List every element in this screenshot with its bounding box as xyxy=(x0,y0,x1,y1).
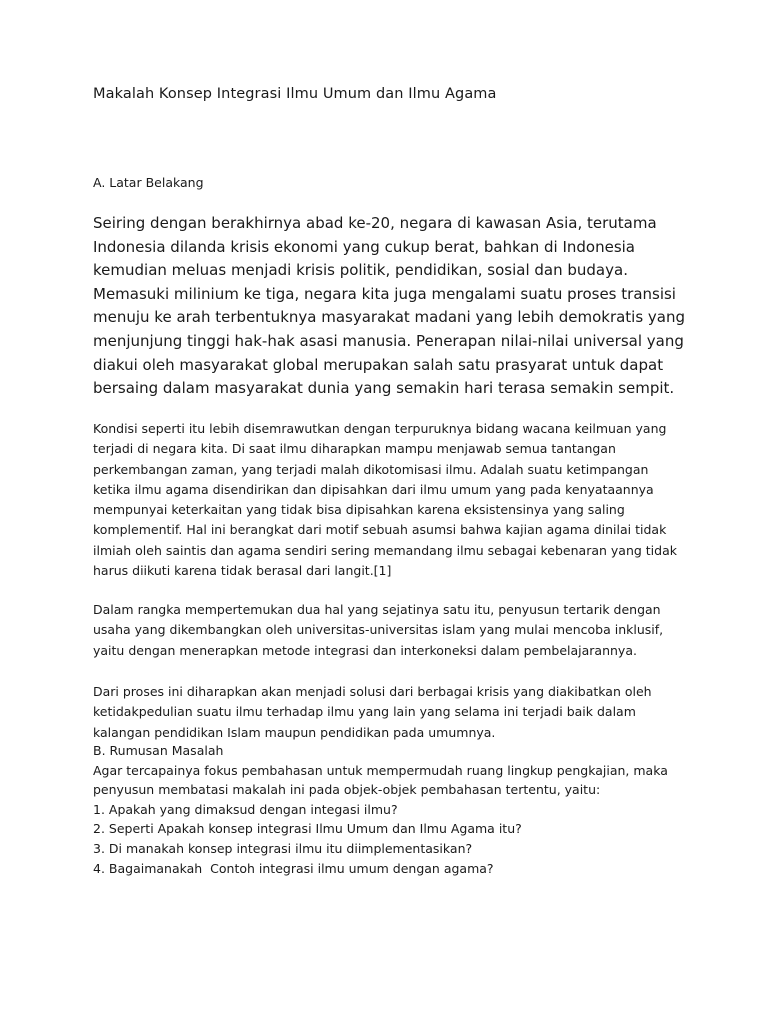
question-item: 2. Seperti Apakah konsep integrasi Ilmu Umum dan Ilmu Agama itu? xyxy=(93,821,522,837)
intro-line: Memasuki milinium ke tiga, negara kita juga mengalami suatu proses transisi xyxy=(93,284,676,303)
paragraph-line: ketidakpedulian suatu ilmu terhadap ilmu yang lain yang selama ini terjadi baik dalam xyxy=(93,704,636,720)
section-b-intro-line: Agar tercapainya fokus pembahasan untuk mempermudah ruang lingkup pengkajian, maka xyxy=(93,762,668,778)
paragraph-line: komplementif. Hal ini berangkat dari motif sebuah asumsi bahwa kajian agama dinilai tidak xyxy=(93,522,667,538)
question-item: 1. Apakah yang dimaksud dengan integasi ilmu? xyxy=(93,801,398,817)
intro-line: Seiring dengan berakhirnya abad ke-20, negara di kawasan Asia, terutama xyxy=(93,214,657,232)
paragraph-line: usaha yang dikembangkan oleh universitas-universitas islam yang mulai mencoba inklusif, xyxy=(93,622,664,638)
paragraph-line: Dari proses ini diharapkan akan menjadi solusi dari berbagai krisis yang diakibatkan oleh xyxy=(93,684,652,699)
section-b xyxy=(93,741,683,878)
paragraph-line: Kondisi seperti itu lebih disemrawutkan dengan terpuruknya bidang wacana keilmuan yang xyxy=(93,421,667,436)
paragraph-line: mempunyai keterkaitan yang tidak bisa dipisahkan karena eksistensinya yang saling xyxy=(93,502,625,518)
paragraph-line: ilmiah oleh saintis dan agama sendiri sering memandang ilmu sebagai kebenaran yang tidak xyxy=(93,542,677,558)
intro-line: kemudian meluas menjadi krisis politik, pendidikan, sosial dan budaya. xyxy=(93,261,628,280)
section-b-heading: B. Rumusan Masalah xyxy=(93,743,224,758)
paragraph-kondisi xyxy=(93,419,683,581)
paragraph-line: ketika ilmu agama disendirikan dan dipisahkan dari ilmu umum yang pada kenyataannya xyxy=(93,481,654,497)
document-title: Makalah Konsep Integrasi Ilmu Umum dan Ilmu Agama xyxy=(93,86,497,102)
paragraph-line: yaitu dengan menerapkan metode integrasi dan interkoneksi dalam pembelajarannya. xyxy=(93,642,637,658)
paragraph-line: terjadi di negara kita. Di saat ilmu diharapkan mampu menjawab semua tantangan xyxy=(93,441,616,457)
intro-line: diakui oleh masyarakat global merupakan salah satu prasyarat untuk dapat xyxy=(93,355,664,374)
paragraph-dari-proses xyxy=(93,682,683,743)
paragraph-line: Dalam rangka mempertemukan dua hal yang sejatinya satu itu, penyusun tertarik dengan xyxy=(93,602,661,617)
paragraph-line: harus diikuti karena tidak berasal dari langit.[1] xyxy=(93,563,392,579)
question-item: 3. Di manakah konsep integrasi ilmu itu diimplementasikan? xyxy=(93,840,473,856)
intro-paragraph xyxy=(93,212,686,401)
section-a-heading: A. Latar Belakang xyxy=(93,175,204,190)
section-b-intro-line: penyusun membatasi makalah ini pada objek-objek pembahasan tertentu, yaitu: xyxy=(93,782,601,798)
intro-line: menuju ke arah terbentuknya masyarakat madani yang lebih demokratis yang xyxy=(93,308,686,327)
intro-line: bersaing dalam masyarakat dunia yang semakin hari terasa semakin sempit. xyxy=(93,379,675,398)
paragraph-line: perkembangan zaman, yang terjadi malah dikotomisasi ilmu. Adalah suatu ketimpangan xyxy=(93,461,649,477)
paragraph-line: kalangan pendidikan Islam maupun pendidikan pada umumnya. xyxy=(93,724,496,740)
question-item: 4. Bagaimanakah Contoh integrasi ilmu umum dengan agama? xyxy=(93,860,494,876)
intro-line: Indonesia dilanda krisis ekonomi yang cukup berat, bahkan di Indonesia xyxy=(93,237,635,256)
intro-line: menjunjung tinggi hak-hak asasi manusia. Penerapan nilai-nilai universal yang xyxy=(93,331,684,350)
paragraph-dalam-rangka xyxy=(93,600,683,661)
